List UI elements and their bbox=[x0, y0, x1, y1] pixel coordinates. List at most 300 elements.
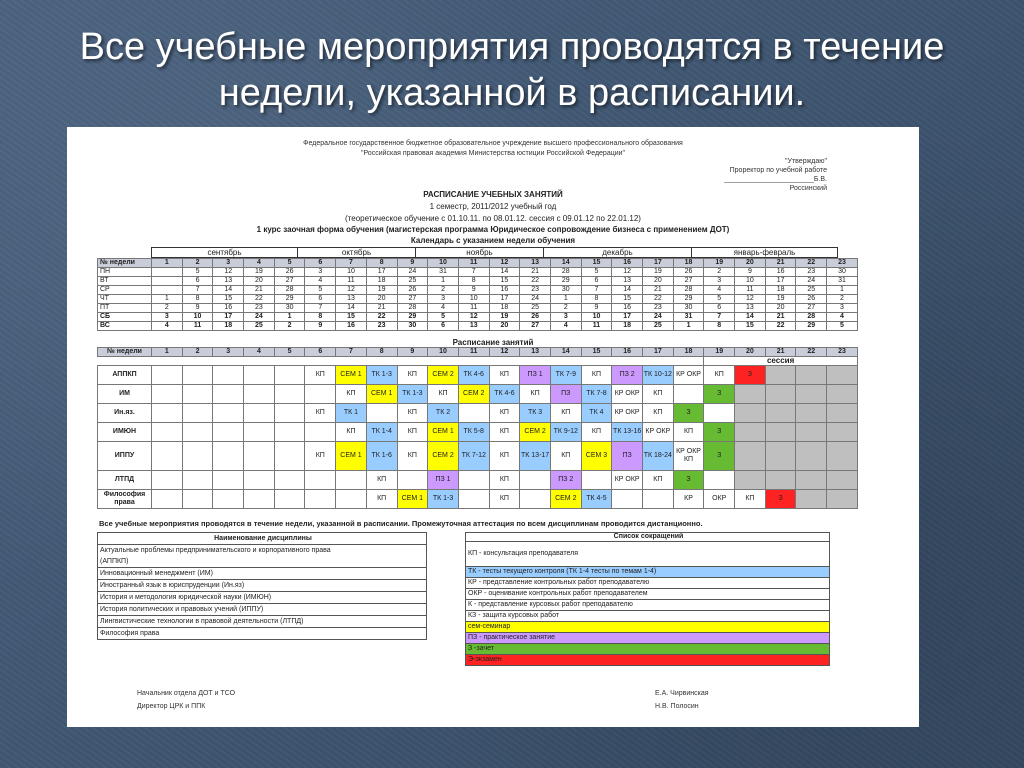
discipline-name: Философия права bbox=[98, 628, 427, 640]
calendar-date: 25 bbox=[796, 286, 827, 295]
schedule-cell: ПЗ bbox=[612, 442, 643, 471]
schedule-cell bbox=[643, 490, 674, 509]
schedule-cell bbox=[735, 423, 766, 442]
schedule-cell: КР ОКР bbox=[612, 471, 643, 490]
schedule-cell: ПЗ bbox=[550, 385, 581, 404]
calendar-date: 7 bbox=[458, 268, 489, 277]
calendar-date: 8 bbox=[581, 295, 612, 304]
disciplines-table bbox=[97, 532, 427, 640]
calendar-date: 27 bbox=[796, 304, 827, 313]
week-number: 16 bbox=[612, 259, 643, 268]
slide-title: Все учебные мероприятия проводятся в течение недели, указанной в расписании. bbox=[79, 26, 945, 114]
abbr-row bbox=[466, 542, 830, 567]
schedule-cell bbox=[182, 442, 213, 471]
calendar-date: 6 bbox=[581, 277, 612, 286]
schedule-cell: КП bbox=[305, 404, 336, 423]
schedule-cell bbox=[182, 404, 213, 423]
calendar-date: 14 bbox=[336, 304, 367, 313]
schedule-cell: СЕМ 1 bbox=[397, 490, 428, 509]
schedule-cell: ТК 2 bbox=[428, 404, 459, 423]
calendar-date: 12 bbox=[735, 295, 766, 304]
day-of-week: ЧТ bbox=[98, 295, 152, 304]
calendar-date: 18 bbox=[366, 277, 397, 286]
schedule-cell bbox=[827, 366, 858, 385]
semester-line: 1 семестр, 2011/2012 учебный год bbox=[429, 202, 557, 211]
schedule-row bbox=[98, 385, 858, 404]
week-number: 22 bbox=[796, 259, 827, 268]
week-number: 11 bbox=[458, 348, 489, 357]
schedule-cell bbox=[796, 442, 827, 471]
discipline-code: ИМ bbox=[98, 385, 152, 404]
week-number: 6 bbox=[305, 348, 336, 357]
week-number: 12 bbox=[489, 348, 520, 357]
calendar-date: 23 bbox=[796, 268, 827, 277]
calendar-date: 21 bbox=[643, 286, 674, 295]
day-of-week: ПН bbox=[98, 268, 152, 277]
calendar-date: 30 bbox=[827, 268, 858, 277]
calendar-date: 11 bbox=[735, 286, 766, 295]
week-number: 9 bbox=[397, 259, 428, 268]
schedule-cell: СЕМ 1 bbox=[336, 442, 367, 471]
calendar-date: 24 bbox=[520, 295, 551, 304]
calendar-day-row bbox=[98, 268, 858, 277]
calendar-date: 3 bbox=[704, 277, 735, 286]
calendar-date: 1 bbox=[152, 295, 183, 304]
discipline-name: Иностранный язык в юриспруденции (Ин.яз) bbox=[98, 580, 427, 592]
attestation-note: Все учебные мероприятия проводятся в течение недели, указанной в расписании. Промежуточная аттестация по всем дисциплинам проводится дистанционно. bbox=[99, 519, 703, 528]
schedule-cell: КП bbox=[305, 442, 336, 471]
schedule-cell: З bbox=[765, 490, 796, 509]
schedule-row bbox=[98, 404, 858, 423]
schedule-cell: ПЗ 2 bbox=[612, 366, 643, 385]
calendar-date: 17 bbox=[612, 313, 643, 322]
schedule-cell: КР ОКР КП bbox=[673, 442, 704, 471]
calendar-date: 16 bbox=[213, 304, 244, 313]
week-number: 18 bbox=[673, 259, 704, 268]
calendar-date: 16 bbox=[336, 322, 367, 331]
calendar-date: 26 bbox=[274, 268, 305, 277]
schedule-cell: КР ОКР bbox=[612, 385, 643, 404]
schedule-cell: ТК 13-17 bbox=[520, 442, 551, 471]
calendar-date: 29 bbox=[397, 313, 428, 322]
schedule-cell: ТК 4-6 bbox=[458, 366, 489, 385]
schedule-cell bbox=[796, 404, 827, 423]
schedule-cell bbox=[735, 471, 766, 490]
calendar-date: 24 bbox=[397, 268, 428, 277]
schedule-cell: КП bbox=[489, 366, 520, 385]
schedule-cell bbox=[612, 490, 643, 509]
week-number: 17 bbox=[643, 259, 674, 268]
calendar-date: 29 bbox=[673, 295, 704, 304]
calendar-date: 20 bbox=[765, 304, 796, 313]
calendar-date: 13 bbox=[336, 295, 367, 304]
schedule-cell bbox=[336, 471, 367, 490]
session-label: сессия bbox=[704, 357, 857, 366]
schedule-cell: ТК 4-5 bbox=[581, 490, 612, 509]
calendar-date: 17 bbox=[489, 295, 520, 304]
program-line: 1 курс заочная форма обучения (магистерская программа Юридическое сопровождение бизнеса с применением ДОТ) bbox=[256, 225, 730, 234]
discipline-row bbox=[98, 556, 427, 568]
approval-line: _______________________Б.В. Россинский bbox=[724, 176, 827, 192]
schedule-cell: КР bbox=[673, 490, 704, 509]
schedule-cell: КП bbox=[550, 442, 581, 471]
month-label: ноябрь bbox=[416, 248, 544, 258]
calendar-date: 6 bbox=[182, 277, 213, 286]
week-number: 22 bbox=[796, 348, 827, 357]
calendar-date: 21 bbox=[520, 268, 551, 277]
calendar-date: 2 bbox=[704, 268, 735, 277]
schedule-cell bbox=[305, 490, 336, 509]
schedule-cell bbox=[274, 442, 305, 471]
calendar-date: 15 bbox=[735, 322, 766, 331]
calendar-date: 12 bbox=[213, 268, 244, 277]
schedule-cell bbox=[305, 423, 336, 442]
calendar-date: 18 bbox=[765, 286, 796, 295]
schedule-cell bbox=[152, 442, 183, 471]
calendar-date: 23 bbox=[366, 322, 397, 331]
schedule-cell: КП bbox=[428, 385, 459, 404]
calendar-date: 3 bbox=[428, 295, 459, 304]
calendar-caption: Календарь с указанием недели обучения bbox=[410, 236, 576, 245]
calendar-date: 21 bbox=[244, 286, 275, 295]
schedule-cell: ТК 1-6 bbox=[366, 442, 397, 471]
calendar-date: 24 bbox=[643, 313, 674, 322]
calendar-date: 25 bbox=[520, 304, 551, 313]
week-number: 13 bbox=[520, 259, 551, 268]
schedule-cell: СЕМ 2 bbox=[458, 385, 489, 404]
schedule-cell: КП bbox=[520, 385, 551, 404]
discipline-row bbox=[98, 592, 427, 604]
calendar-date: 17 bbox=[213, 313, 244, 322]
abbr-header-row bbox=[466, 533, 830, 542]
schedule-cell: ТК 3 bbox=[520, 404, 551, 423]
calendar-date: 28 bbox=[397, 304, 428, 313]
week-number: 4 bbox=[244, 348, 275, 357]
calendar-date: 19 bbox=[489, 313, 520, 322]
calendar-date: 15 bbox=[213, 295, 244, 304]
calendar-date: 5 bbox=[305, 286, 336, 295]
week-number: 15 bbox=[581, 348, 612, 357]
calendar-date: 27 bbox=[274, 277, 305, 286]
week-number: 8 bbox=[366, 348, 397, 357]
calendar-week-row bbox=[98, 259, 858, 268]
schedule-cell: ТК 13-16 bbox=[612, 423, 643, 442]
discipline-code: АППКП bbox=[98, 366, 152, 385]
abbr-entry: КЗ - защита курсовых работ bbox=[466, 611, 830, 622]
calendar-date: 2 bbox=[550, 304, 581, 313]
schedule-cell bbox=[274, 404, 305, 423]
schedule-cell: З bbox=[735, 366, 766, 385]
schedule-cell bbox=[735, 442, 766, 471]
calendar-date: 24 bbox=[244, 313, 275, 322]
calendar-date: 14 bbox=[489, 268, 520, 277]
week-number: 1 bbox=[152, 259, 183, 268]
schedule-cell: КП bbox=[366, 471, 397, 490]
schedule-cell bbox=[152, 490, 183, 509]
calendar-date: 28 bbox=[796, 313, 827, 322]
week-number: 23 bbox=[827, 259, 858, 268]
abbr-header: Список сокращений bbox=[466, 533, 830, 542]
calendar-date: 28 bbox=[550, 268, 581, 277]
schedule-cell bbox=[213, 490, 244, 509]
calendar-date: 9 bbox=[182, 304, 213, 313]
schedule-cell: З bbox=[704, 385, 735, 404]
discipline-row bbox=[98, 604, 427, 616]
week-number: 5 bbox=[274, 259, 305, 268]
schedule-cell: КП bbox=[397, 442, 428, 471]
discipline-row bbox=[98, 568, 427, 580]
calendar-date: 1 bbox=[673, 322, 704, 331]
calendar-date: 9 bbox=[305, 322, 336, 331]
calendar-date: 4 bbox=[704, 286, 735, 295]
abbr-entry: К - представление курсовых работ преподавателю bbox=[466, 600, 830, 611]
week-number: 2 bbox=[182, 259, 213, 268]
calendar-date: 12 bbox=[336, 286, 367, 295]
calendar-date: 21 bbox=[366, 304, 397, 313]
schedule-cell bbox=[274, 490, 305, 509]
calendar-date: 24 bbox=[796, 277, 827, 286]
schedule-cell: КП bbox=[336, 423, 367, 442]
discipline-name: История политических и правовых учений (ИППУ) bbox=[98, 604, 427, 616]
calendar-date: 8 bbox=[704, 322, 735, 331]
calendar-date: 5 bbox=[704, 295, 735, 304]
calendar-date: 19 bbox=[366, 286, 397, 295]
abbr-entry: КР - представление контрольных работ преподавателю bbox=[466, 578, 830, 589]
calendar-date: 19 bbox=[765, 295, 796, 304]
abbr-row bbox=[466, 611, 830, 622]
schedule-cell bbox=[765, 366, 796, 385]
calendar-day-row bbox=[98, 322, 858, 331]
calendar-date: 2 bbox=[152, 304, 183, 313]
discipline-code: ИППУ bbox=[98, 442, 152, 471]
abbr-entry: ПЗ - практическое занятие bbox=[466, 633, 830, 644]
abbr-entry: ОКР - оценивание контрольных работ преподавателем bbox=[466, 589, 830, 600]
schedule-cell bbox=[704, 404, 735, 423]
calendar-date: 19 bbox=[244, 268, 275, 277]
week-number: 13 bbox=[520, 348, 551, 357]
calendar-date: 22 bbox=[520, 277, 551, 286]
week-number: 15 bbox=[581, 259, 612, 268]
org-line-2: "Российская правовая академия Министерства юстиции Российской Федерации" bbox=[360, 150, 626, 157]
day-of-week: СР bbox=[98, 286, 152, 295]
calendar-date: 4 bbox=[305, 277, 336, 286]
calendar-date: 11 bbox=[182, 322, 213, 331]
calendar-day-row bbox=[98, 304, 858, 313]
calendar-date: 6 bbox=[305, 295, 336, 304]
calendar-date: 3 bbox=[152, 313, 183, 322]
schedule-cell: КП bbox=[397, 404, 428, 423]
schedule-cell: КП bbox=[673, 423, 704, 442]
calendar-day-row bbox=[98, 295, 858, 304]
calendar-date: 22 bbox=[765, 322, 796, 331]
schedule-cell: З bbox=[704, 442, 735, 471]
week-number: 14 bbox=[550, 348, 581, 357]
discipline-name: (АППКП) bbox=[98, 556, 427, 568]
schedule-cell bbox=[182, 423, 213, 442]
abbr-row bbox=[466, 633, 830, 644]
schedule-cell bbox=[827, 385, 858, 404]
calendar-date: 23 bbox=[244, 304, 275, 313]
calendar-date: 7 bbox=[704, 313, 735, 322]
month-label: декабрь bbox=[544, 248, 692, 258]
org-line-1: Федеральное государственное бюджетное образовательное учреждение высшего профессионального образования bbox=[303, 140, 683, 147]
abbreviations-table bbox=[465, 532, 830, 666]
calendar-date: 29 bbox=[274, 295, 305, 304]
week-number: 9 bbox=[397, 348, 428, 357]
calendar-date: 5 bbox=[827, 322, 858, 331]
signature-left bbox=[137, 687, 235, 713]
calendar-date: 31 bbox=[673, 313, 704, 322]
schedule-cell bbox=[244, 471, 275, 490]
calendar-date: 16 bbox=[489, 286, 520, 295]
calendar-date: 30 bbox=[397, 322, 428, 331]
week-number-label: № недели bbox=[98, 259, 152, 268]
schedule-cell bbox=[581, 471, 612, 490]
schedule-cell bbox=[244, 423, 275, 442]
week-number: 5 bbox=[274, 348, 305, 357]
calendar-date: 9 bbox=[735, 268, 766, 277]
schedule-cell: СЕМ 1 bbox=[428, 423, 459, 442]
schedule-cell bbox=[213, 385, 244, 404]
week-number: 7 bbox=[336, 259, 367, 268]
schedule-cell: ТК 10-12 bbox=[643, 366, 674, 385]
signature-position: Начальник отдела ДОТ и ТСО bbox=[137, 690, 236, 697]
calendar-date: 17 bbox=[366, 268, 397, 277]
schedule-cell bbox=[182, 366, 213, 385]
schedule-cell: ТК 7-8 bbox=[581, 385, 612, 404]
discipline-name: История и методология юридической науки (ИМЮН) bbox=[98, 592, 427, 604]
calendar-date: 14 bbox=[735, 313, 766, 322]
schedule-cell bbox=[152, 366, 183, 385]
week-number-label: № недели bbox=[98, 348, 152, 357]
schedule-cell: КП bbox=[489, 442, 520, 471]
calendar-date: 30 bbox=[274, 304, 305, 313]
abbr-row bbox=[466, 644, 830, 655]
schedule-cell: З bbox=[673, 404, 704, 423]
discipline-row bbox=[98, 628, 427, 640]
calendar-date: 18 bbox=[612, 322, 643, 331]
schedule-cell: СЕМ 2 bbox=[428, 366, 459, 385]
week-number: 10 bbox=[428, 348, 459, 357]
schedule-cell: СЕМ 1 bbox=[366, 385, 397, 404]
calendar-date: 13 bbox=[458, 322, 489, 331]
schedule-cell bbox=[796, 385, 827, 404]
discipline-code: Ин.яз. bbox=[98, 404, 152, 423]
calendar-date bbox=[152, 277, 183, 286]
week-number: 20 bbox=[735, 348, 766, 357]
schedule-cell: КП bbox=[305, 366, 336, 385]
schedule-cell bbox=[827, 423, 858, 442]
calendar-date: 14 bbox=[612, 286, 643, 295]
schedule-cell: КП bbox=[581, 423, 612, 442]
calendar-date: 17 bbox=[765, 277, 796, 286]
calendar-date: 10 bbox=[336, 268, 367, 277]
week-number: 8 bbox=[366, 259, 397, 268]
calendar-date: 28 bbox=[673, 286, 704, 295]
session-row bbox=[98, 357, 858, 366]
week-number: 16 bbox=[612, 348, 643, 357]
schedule-cell bbox=[152, 471, 183, 490]
schedule-cell: СЕМ 3 bbox=[581, 442, 612, 471]
calendar-date: 31 bbox=[428, 268, 459, 277]
schedule-cell bbox=[458, 404, 489, 423]
approval-line: "Утверждаю" bbox=[785, 158, 827, 165]
calendar-date: 16 bbox=[765, 268, 796, 277]
calendar-day-row bbox=[98, 286, 858, 295]
schedule-cell: ТК 1-3 bbox=[428, 490, 459, 509]
calendar-date: 10 bbox=[581, 313, 612, 322]
schedule-cell: КП bbox=[397, 366, 428, 385]
day-of-week: ВС bbox=[98, 322, 152, 331]
calendar-date: 11 bbox=[581, 322, 612, 331]
week-number: 1 bbox=[152, 348, 183, 357]
schedule-cell: КП bbox=[397, 423, 428, 442]
calendar-date: 4 bbox=[550, 322, 581, 331]
calendar-date: 22 bbox=[244, 295, 275, 304]
schedule-cell: СЕМ 2 bbox=[550, 490, 581, 509]
week-number: 20 bbox=[735, 259, 766, 268]
calendar-date: 13 bbox=[612, 277, 643, 286]
disciplines-header-row bbox=[98, 533, 427, 545]
calendar-date: 9 bbox=[458, 286, 489, 295]
calendar-date: 27 bbox=[520, 322, 551, 331]
abbr-entry: Э-экзамен bbox=[466, 655, 830, 666]
calendar-date: 5 bbox=[428, 313, 459, 322]
month-label: сентябрь bbox=[152, 248, 298, 258]
schedule-cell bbox=[458, 490, 489, 509]
week-number: 6 bbox=[305, 259, 336, 268]
schedule-cell bbox=[152, 385, 183, 404]
calendar-date: 11 bbox=[336, 277, 367, 286]
week-number: 23 bbox=[827, 348, 858, 357]
calendar-date: 22 bbox=[643, 295, 674, 304]
calendar-date: 25 bbox=[643, 322, 674, 331]
abbr-entry: ТК - тесты текущего контроля (ТК 1-4 тесты по темам 1-4) bbox=[466, 567, 830, 578]
calendar-date: 18 bbox=[213, 322, 244, 331]
schedule-cell bbox=[305, 385, 336, 404]
schedule-row bbox=[98, 366, 858, 385]
schedule-cell bbox=[152, 423, 183, 442]
month-label: октябрь bbox=[298, 248, 416, 258]
calendar-date: 29 bbox=[796, 322, 827, 331]
week-number: 3 bbox=[213, 259, 244, 268]
calendar-date: 21 bbox=[765, 313, 796, 322]
calendar-date bbox=[152, 268, 183, 277]
schedule-cell: ТК 18-24 bbox=[643, 442, 674, 471]
week-number: 21 bbox=[765, 259, 796, 268]
schedule-cell bbox=[704, 471, 735, 490]
day-of-week: ВТ bbox=[98, 277, 152, 286]
schedule-cell bbox=[274, 366, 305, 385]
session-spacer bbox=[98, 357, 704, 366]
schedule-cell bbox=[274, 471, 305, 490]
schedule-row bbox=[98, 490, 858, 509]
calendar-date: 29 bbox=[550, 277, 581, 286]
calendar-date: 26 bbox=[520, 313, 551, 322]
period-line: (теоретическое обучение с 01.10.11. по 08.01.12. сессия с 09.01.12 по 22.01.12) bbox=[345, 214, 641, 223]
month-label: январь-февраль bbox=[692, 248, 838, 258]
calendar-day-row bbox=[98, 313, 858, 322]
day-of-week: СБ bbox=[98, 313, 152, 322]
week-number: 14 bbox=[550, 259, 581, 268]
calendar-date: 31 bbox=[827, 277, 858, 286]
schedule-cell bbox=[213, 404, 244, 423]
week-number: 11 bbox=[458, 259, 489, 268]
schedule-cell bbox=[765, 442, 796, 471]
signature-right bbox=[655, 687, 709, 713]
schedule-cell: КП bbox=[643, 385, 674, 404]
calendar-date: 4 bbox=[152, 322, 183, 331]
